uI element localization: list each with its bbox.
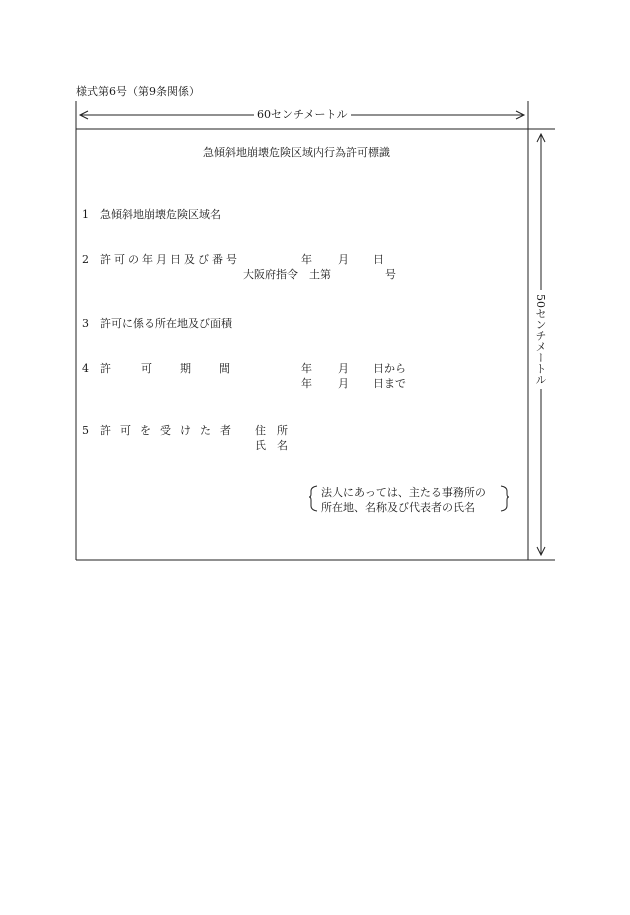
- item5-address-label: 住 所: [255, 424, 288, 437]
- item2-label: 許可の年月日及び番号: [100, 253, 240, 266]
- item4-to-day: 日まで: [373, 377, 406, 390]
- item4-to-month: 月: [338, 377, 349, 390]
- item4-from-day: 日から: [373, 362, 406, 375]
- item4-number: 4: [82, 362, 89, 375]
- item4-label-3: 期: [180, 362, 191, 375]
- item3-label: 許可に係る所在地及び面積: [100, 317, 232, 330]
- item4-from-month: 月: [338, 362, 349, 375]
- item2-number-suffix: 号: [385, 268, 396, 281]
- item1-number: 1: [82, 208, 89, 221]
- height-dimension-label: 50センチメートル: [534, 290, 547, 389]
- item4-label-4: 間: [219, 362, 230, 375]
- item2-day: 日: [373, 253, 384, 266]
- item5-number: 5: [82, 424, 89, 437]
- item2-month: 月: [338, 253, 349, 266]
- corporation-note-line1: 法人にあっては、主たる事務所の: [321, 486, 486, 499]
- item4-label-1: 許: [100, 362, 111, 375]
- item3-number: 3: [82, 317, 89, 330]
- width-dimension-label: 60センチメートル: [254, 108, 351, 121]
- item4-from-year: 年: [301, 362, 312, 375]
- item1-label: 急傾斜地崩壊危険区域名: [100, 208, 221, 221]
- item4-to-year: 年: [301, 377, 312, 390]
- form-number: 様式第6号（第9条関係）: [76, 85, 200, 98]
- sign-title: 急傾斜地崩壊危険区域内行為許可標識: [203, 146, 390, 159]
- item4-label-2: 可: [141, 362, 152, 375]
- item2-year: 年: [301, 253, 312, 266]
- item2-permit-prefix: 大阪府指令 土第: [243, 268, 331, 281]
- item5-name-label: 氏 名: [255, 439, 288, 452]
- item5-label: 許可を受けた者: [100, 424, 240, 437]
- item2-number: 2: [82, 253, 89, 266]
- corporation-note-line2: 所在地、名称及び代表者の氏名: [321, 501, 475, 514]
